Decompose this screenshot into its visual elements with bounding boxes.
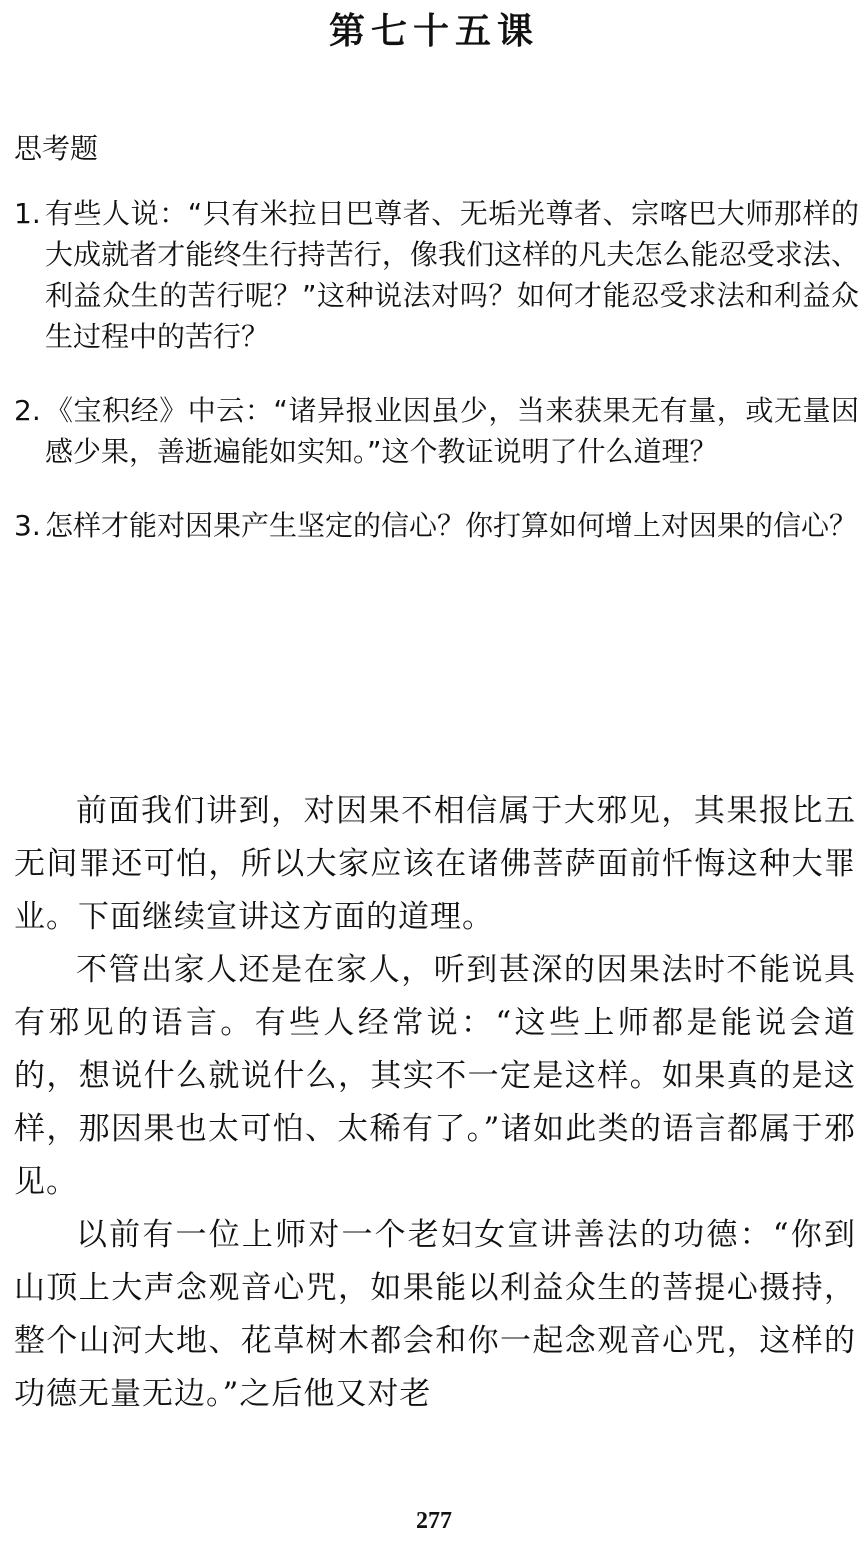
body-paragraph: 以前有一位上师对一个老妇女宣讲善法的功德：“你到山顶上大声念观音心咒，如果能以利益众生的菩提心摄持，整个山河大地、花草树木都会和你一起念观音心咒，这样的功德无量无边。”之后他又对老 [14,1217,856,1412]
review-questions [14,128,859,579]
question-text: 有些人说：“只有米拉日巴尊者、无垢光尊者、宗喀巴大师那样的大成就者才能终生行持苦行，像我们这样的凡夫怎么能忍受求法、利益众生的苦行呢？”这种说法对吗？如何才能忍受求法和利益众生过程中的苦行？ [45,197,859,353]
question-number: 1. [14,197,41,230]
question-text: 《宝积经》中云：“诸异报业因虽少，当来获果无有量，或无量因感少果，善逝遍能如实知。”这个教证说明了什么道理？ [45,394,859,468]
question-number: 3. [14,509,41,542]
body-paragraph: 不管出家人还是在家人，听到甚深的因果法时不能说具有邪见的语言。有些人经常说：“这些上师都是能说会道的，想说什么就说什么，其实不一定是这样。如果真的是这样，那因果也太可怕、太稀有了。”诸如此类的语言都属于邪见。 [14,952,856,1200]
body-paragraph: 前面我们讲到，对因果不相信属于大邪见，其果报比五无间罪还可怕，所以大家应该在诸佛菩萨面前忏悔这种大罪业。下面继续宣讲这方面的道理。 [14,793,856,935]
lesson-title: 第七十五课 [328,11,539,52]
questions-heading: 思考题 [14,132,99,165]
question-number: 2. [14,394,41,427]
question-item [14,505,859,546]
page-number: 277 [416,1508,452,1534]
question-item [14,193,859,357]
question-item [14,390,859,472]
question-text: 怎样才能对因果产生坚定的信心？你打算如何增上对因果的信心？ [45,509,858,542]
lecture-body [14,785,856,1421]
